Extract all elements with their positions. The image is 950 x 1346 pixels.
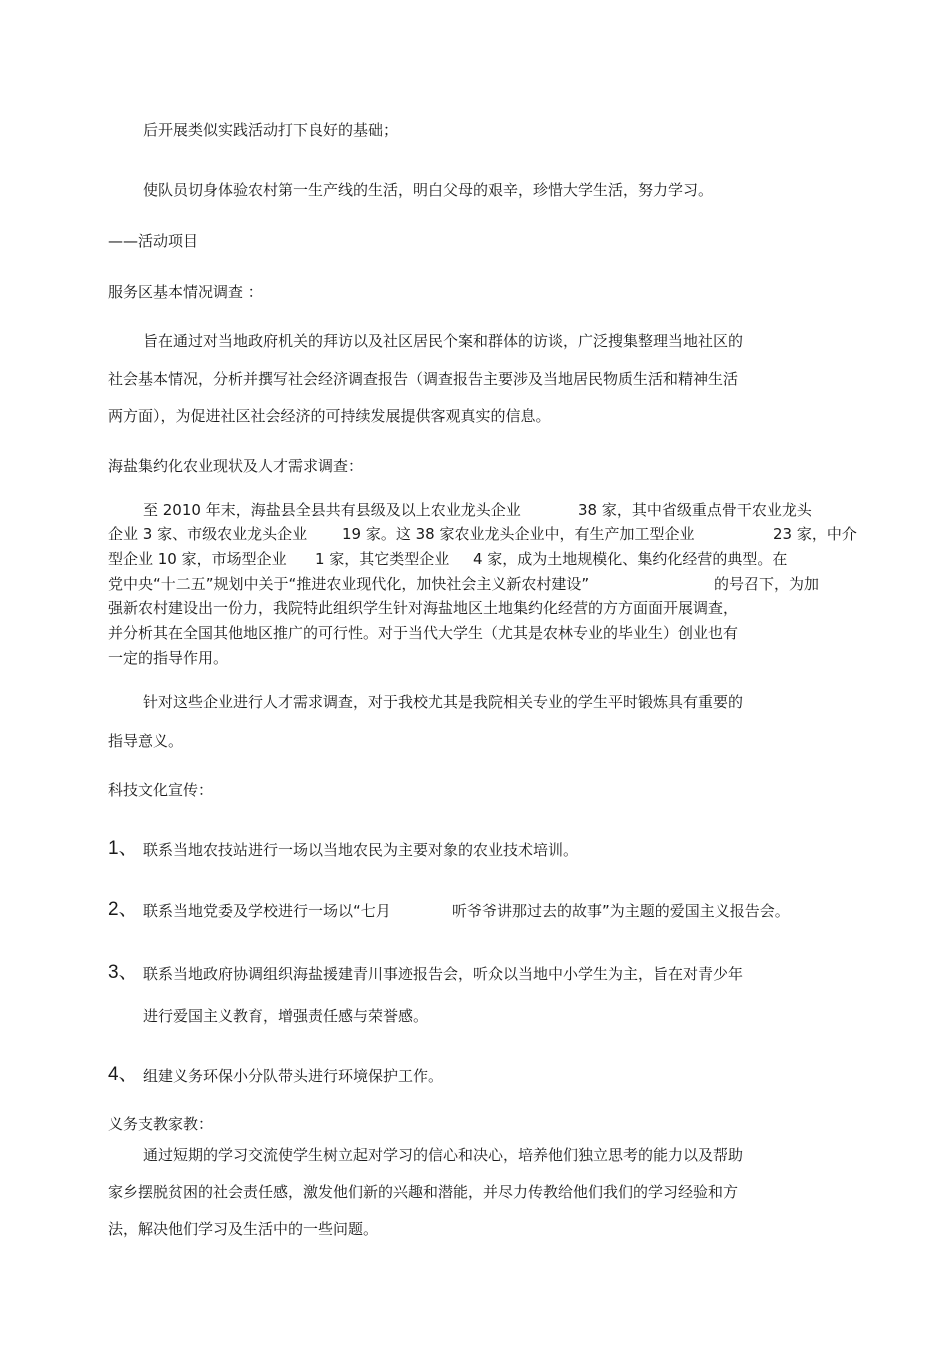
tutoring-line-3: 法，解决他们学习及生活中的一些问题。 bbox=[108, 1220, 379, 1238]
survey2-p2-line-1: 针对这些企业进行人才需求调查，对于我校尤其是我院相关专业的学生平时锻炼具有重要的 bbox=[143, 693, 744, 711]
survey2-p1-line-2b: 19 家。这 38 家农业龙头企业中，有生产加工型企业 bbox=[342, 525, 695, 543]
intro-line-2: 使队员切身体验农村第一生产线的生活，明白父母的艰辛，珍惜大学生活，努力学习。 bbox=[143, 181, 714, 199]
science-item-1-text: 联系当地农技站进行一场以当地农民为主要对象的农业技术培训。 bbox=[143, 841, 579, 859]
survey2-p1-line-3b: 1 家，其它类型企业 bbox=[315, 550, 450, 568]
survey1-line-2: 社会基本情况，分析并撰写社会经济调查报告（调查报告主要涉及当地居民物质生活和精神生活 bbox=[108, 370, 739, 388]
survey2-p1-line-3c: 4 家，成为土地规模化、集约化经营的典型。在 bbox=[473, 550, 788, 568]
science-item-3-text-2: 进行爱国主义教育，增强责任感与荣誉感。 bbox=[143, 1007, 429, 1025]
survey2-title: 海盐集约化农业现状及人才需求调查： bbox=[108, 457, 364, 475]
survey2-p1-line-2a: 企业 3 家、市级农业龙头企业 bbox=[108, 525, 308, 543]
science-item-4-text: 组建义务环保小分队带头进行环境保护工作。 bbox=[143, 1067, 444, 1085]
intro-line-1: 后开展类似实践活动打下良好的基础； bbox=[143, 121, 399, 139]
science-item-3-number: 3、 bbox=[108, 962, 138, 983]
section-heading: ——活动项目 bbox=[108, 232, 199, 250]
tutoring-line-2: 家乡摆脱贫困的社会责任感，激发他们新的兴趣和潜能，并尽力传教给他们我们的学习经验和方 bbox=[108, 1183, 739, 1201]
survey2-p2-line-2: 指导意义。 bbox=[108, 732, 184, 750]
science-item-2-text-b: 听爷爷讲那过去的故事”为主题的爱国主义报告会。 bbox=[452, 902, 790, 920]
science-item-4-number: 4、 bbox=[108, 1064, 138, 1085]
tutoring-title: 义务支教家教： bbox=[108, 1115, 214, 1133]
science-item-1-number: 1、 bbox=[108, 838, 138, 859]
survey2-p1-line-1b: 38 家，其中省级重点骨干农业龙头 bbox=[578, 501, 812, 519]
survey2-p1-line-4a: 党中央“十二五”规划中关于“推进农业现代化，加快社会主义新农村建设” bbox=[108, 575, 590, 593]
survey2-p1-line-5: 强新农村建设出一份力，我院特此组织学生针对海盐地区土地集约化经营的方方面面开展调查， bbox=[108, 599, 739, 617]
survey1-title: 服务区基本情况调查 ： bbox=[108, 283, 263, 301]
survey2-p1-line-7: 一定的指导作用。 bbox=[108, 649, 229, 667]
survey2-p1-line-3a: 型企业 10 家，市场型企业 bbox=[108, 550, 287, 568]
science-item-2-number: 2、 bbox=[108, 899, 138, 920]
survey2-p1-line-4b: 的号召下，为加 bbox=[714, 575, 820, 593]
tutoring-line-1: 通过短期的学习交流使学生树立起对学习的信心和决心，培养他们独立思考的能力以及帮助 bbox=[143, 1146, 744, 1164]
science-item-2-text-a: 联系当地党委及学校进行一场以“七月 bbox=[143, 902, 391, 920]
science-item-3-text-1: 联系当地政府协调组织海盐援建青川事迹报告会，听众以当地中小学生为主，旨在对青少年 bbox=[143, 965, 744, 983]
survey1-line-1: 旨在通过对当地政府机关的拜访以及社区居民个案和群体的访谈，广泛搜集整理当地社区的 bbox=[143, 332, 744, 350]
survey1-line-3: 两方面），为促进社区社会经济的可持续发展提供客观真实的信息。 bbox=[108, 407, 551, 425]
survey2-p1-line-6: 并分析其在全国其他地区推广的可行性。对于当代大学生（尤其是农林专业的毕业生）创业也有 bbox=[108, 624, 739, 642]
survey2-p1-line-2c: 23 家，中介 bbox=[773, 525, 857, 543]
science-title: 科技文化宣传： bbox=[108, 781, 214, 799]
survey2-p1-line-1a: 至 2010 年末，海盐县全县共有县级及以上农业龙头企业 bbox=[143, 501, 521, 519]
